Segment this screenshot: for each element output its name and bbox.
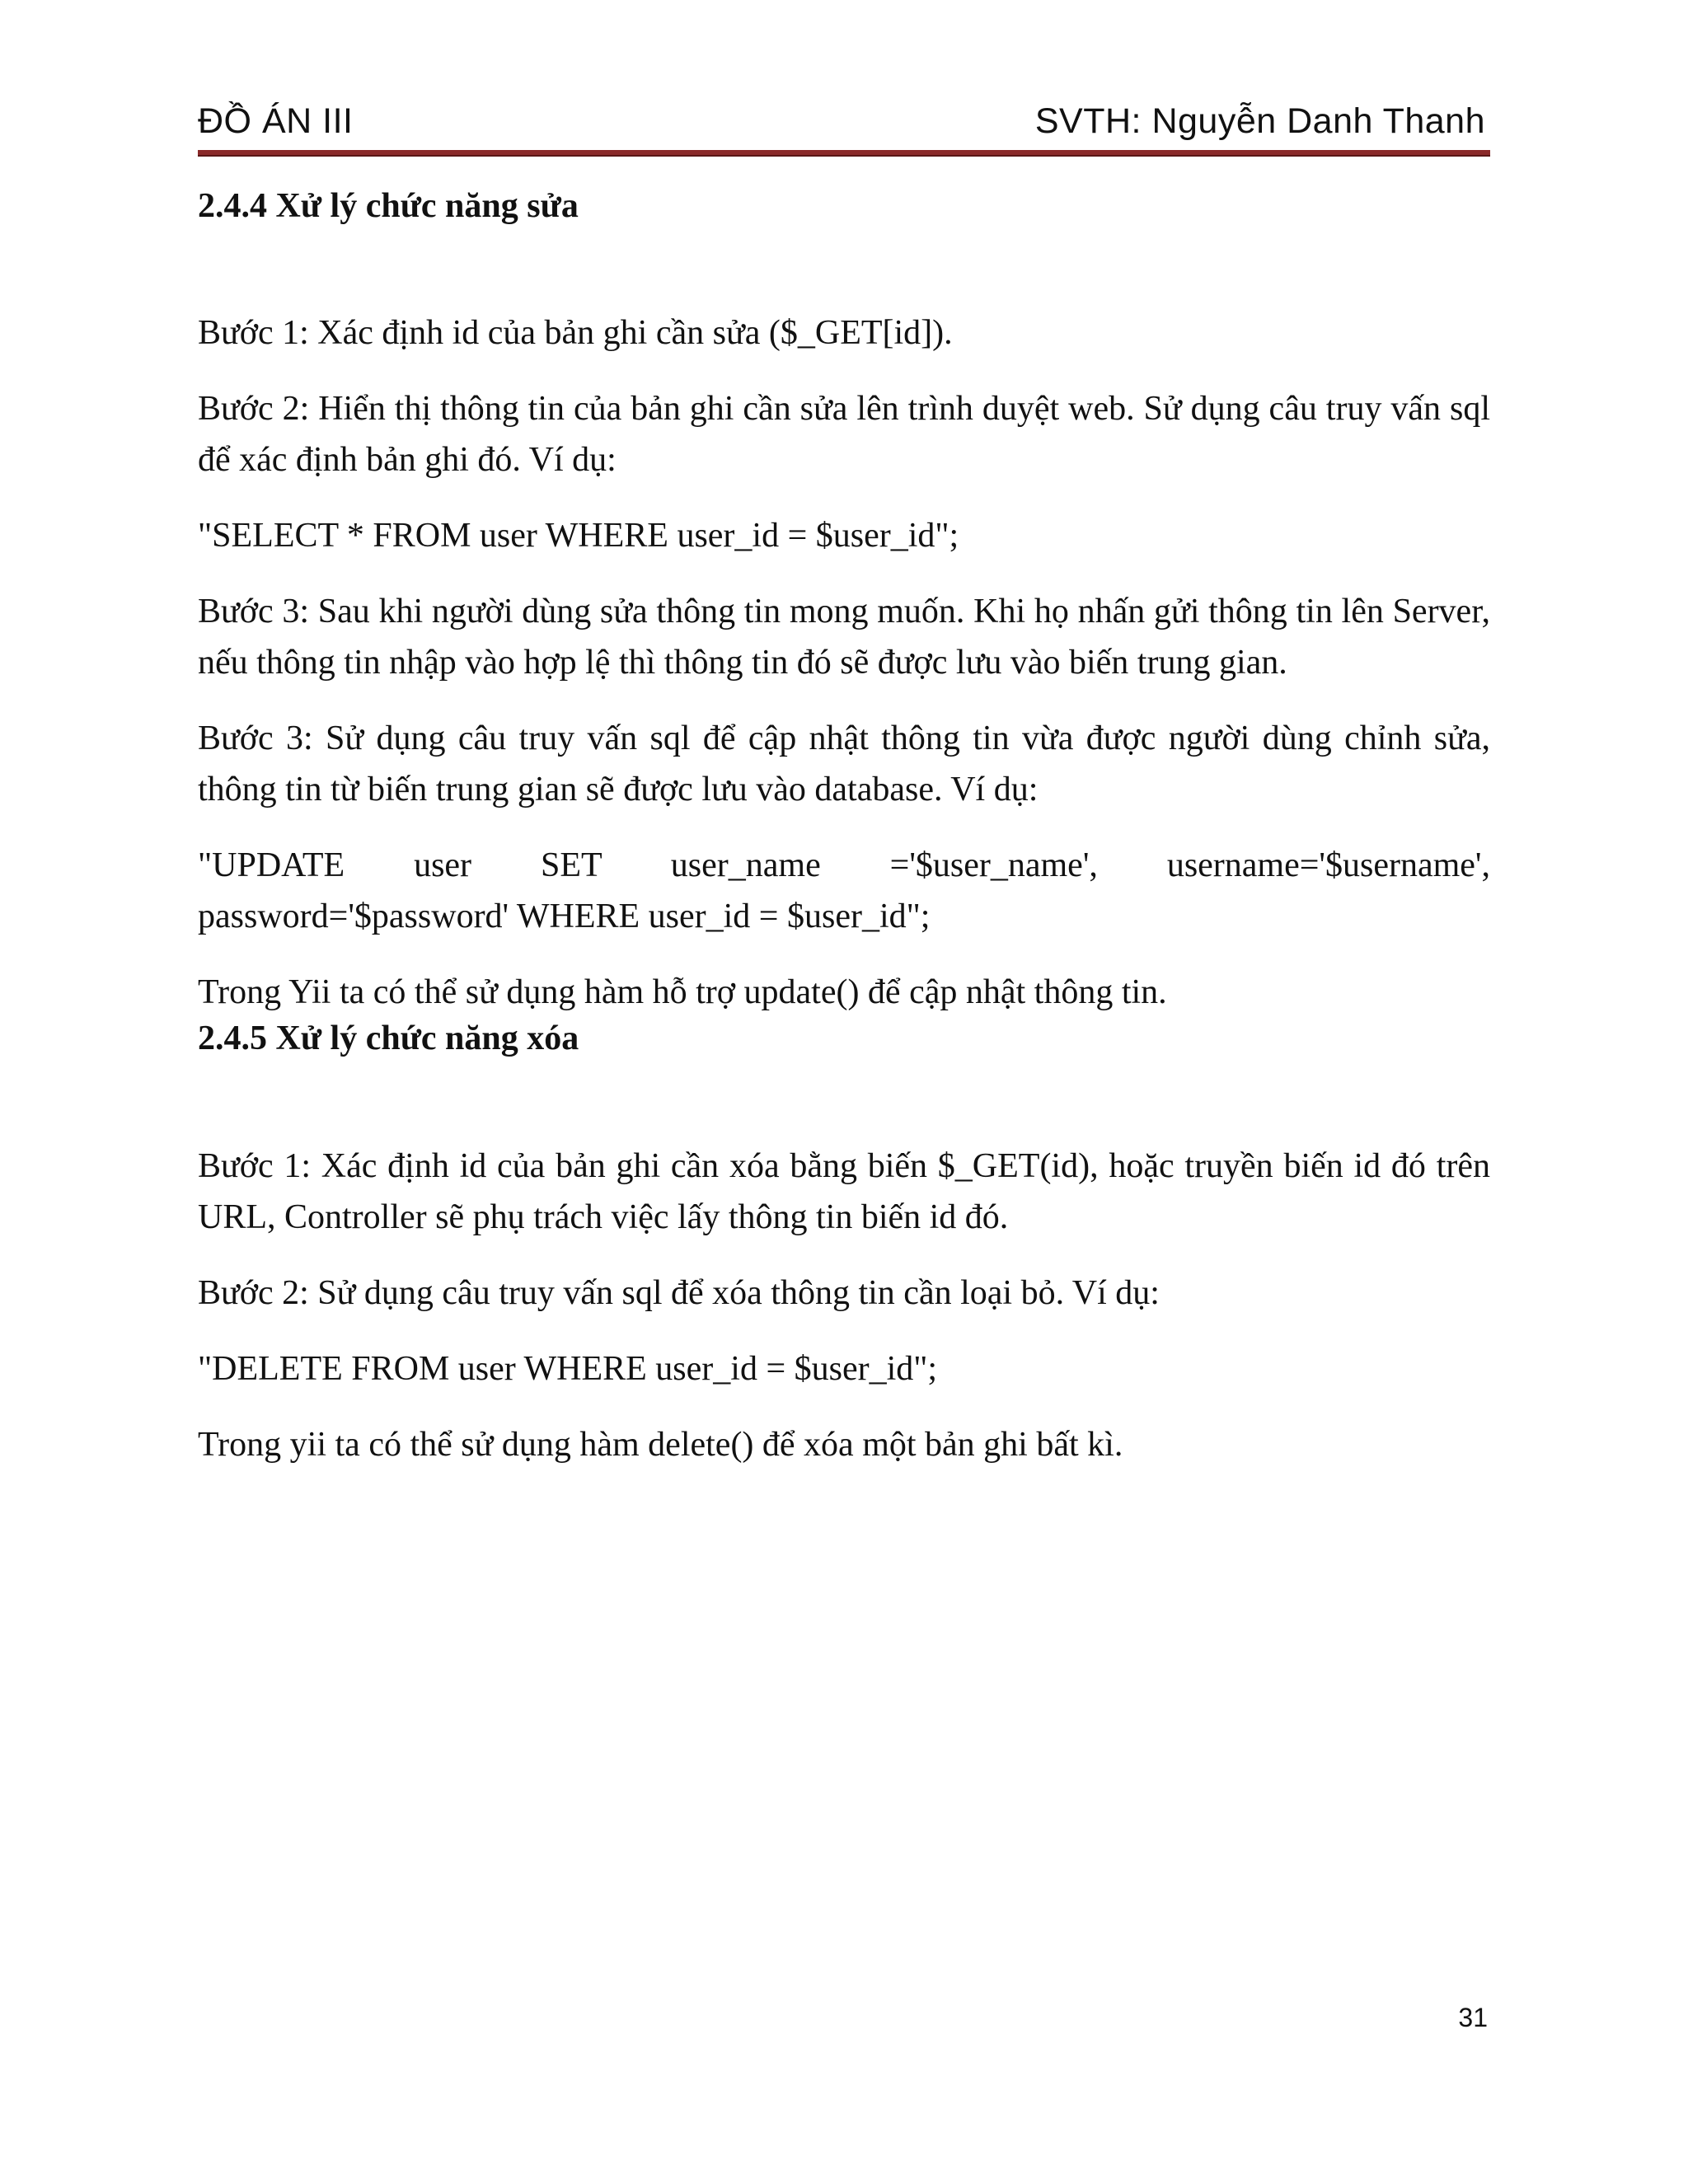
edit-select-query: "SELECT * FROM user WHERE user_id = $user_id"; — [198, 517, 959, 555]
header-title: ĐỒ ÁN III — [198, 101, 354, 141]
section-heading-edit: 2.4.4 Xử lý chức năng sửa — [198, 187, 579, 225]
edit-update-query: "UPDATE user SET user_name ='$user_name', username='$username', password='$password' WHERE user_id = $user_id"; — [198, 846, 1490, 936]
edit-step-3b: Bước 3: Sử dụng câu truy vấn sql để cập nhật thông tin vừa được người dùng chỉnh sửa, thông tin từ biến trung gian sẽ được lưu vào database. Ví dụ: — [198, 719, 1490, 809]
delete-query: "DELETE FROM user WHERE user_id = $user_id"; — [198, 1349, 938, 1388]
delete-step-1: Bước 1: Xác định id của bản ghi cần xóa bằng biến $_GET(id), hoặc truyền biến id đó trên URL, Controller sẽ phụ trách việc lấy thông tin biến id đó. — [198, 1146, 1490, 1236]
edit-step-1: Bước 1: Xác định id của bản ghi cần sửa ($_GET[id]). — [198, 314, 953, 353]
header-author: SVTH: Nguyễn Danh Thanh — [1034, 101, 1485, 141]
delete-yii-note: Trong yii ta có thể sử dụng hàm delete() để xóa một bản ghi bất kì. — [198, 1425, 1123, 1464]
delete-step-2: Bước 2: Sử dụng câu truy vấn sql để xóa thông tin cần loại bỏ. Ví dụ: — [198, 1273, 1160, 1312]
edit-step-2: Bước 2: Hiển thị thông tin của bản ghi cần sửa lên trình duyệt web. Sử dụng câu truy vấn sql để xác định bản ghi đó. Ví dụ: — [198, 390, 1490, 480]
header-rule — [198, 150, 1490, 157]
section-heading-delete: 2.4.5 Xử lý chức năng xóa — [198, 1019, 579, 1058]
page-header — [198, 97, 1490, 150]
page-number: 31 — [1458, 2003, 1488, 2032]
page-content — [198, 185, 1490, 1470]
edit-yii-note: Trong Yii ta có thể sử dụng hàm hỗ trợ update() để cập nhật thông tin. — [198, 973, 1167, 1012]
edit-step-3a: Bước 3: Sau khi người dùng sửa thông tin mong muốn. Khi họ nhấn gửi thông tin lên Server, nếu thông tin nhập vào hợp lệ thì thông tin đó sẽ được lưu vào biến trung gian. — [198, 593, 1490, 682]
